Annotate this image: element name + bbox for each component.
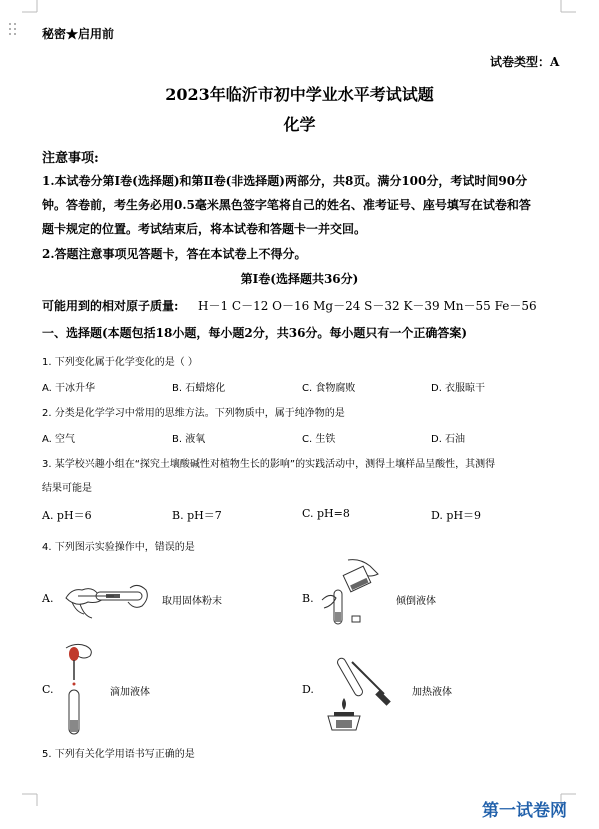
- question-4-stem: 4. 下列图示实验操作中，错误的是: [42, 542, 195, 553]
- choice-instructions: 一、选择题(本题包括18小题，每小题2分，共36分。每小题只有一个正确答案): [42, 326, 468, 340]
- powder-into-tube-figure: [58, 568, 154, 626]
- heating-liquid-figure: [312, 648, 402, 734]
- question-2-stem: 2. 分类是化学学习中常用的思维方法。下列物质中，属于纯净物的是: [42, 408, 345, 419]
- question-4-option-c-letter[interactable]: C.: [42, 683, 54, 696]
- question-1-option-d[interactable]: D. 衣服晾干: [431, 383, 486, 394]
- crop-mark-bottom-left: [22, 790, 38, 806]
- question-3-stem-line1: 3. 某学校兴趣小组在“探究土壤酸碱性对植物生长的影响”的实践活动中，测得土壤样品呈酸性，其测得: [42, 459, 496, 470]
- notice-item2: 2.答题注意事项见答题卡，答在本试卷上不得分。: [42, 247, 307, 261]
- atomic-mass-values: H－1 C－12 O－16 Mg－24 S－32 K－39 Mn－55 Fe－56: [198, 299, 537, 313]
- question-3-option-a[interactable]: A. pH＝6: [42, 509, 92, 522]
- question-4-option-b-letter[interactable]: B.: [302, 592, 314, 605]
- question-5-stem: 5. 下列有关化学用语书写正确的是: [42, 749, 195, 760]
- question-1-option-c[interactable]: C. 食物腐败: [302, 383, 356, 394]
- crop-mark-top-right: [560, 0, 576, 16]
- subject-title: 化学: [283, 115, 316, 134]
- exam-title: 2023年临沂市初中学业水平考试试题: [165, 85, 434, 104]
- paper-type: 试卷类型：A: [490, 55, 560, 69]
- question-3-stem-line2: 结果可能是: [42, 483, 92, 494]
- atomic-mass-label: 可能用到的相对原子质量:: [42, 299, 179, 313]
- question-4-option-a-letter[interactable]: A.: [42, 592, 54, 605]
- question-2-option-b[interactable]: B. 液氧: [172, 434, 206, 445]
- question-4-option-c-caption: 滴加液体: [110, 687, 150, 698]
- crop-mark-top-left: [22, 0, 38, 16]
- question-2-option-a[interactable]: A. 空气: [42, 434, 76, 445]
- notice-item1-line2: 钟。答卷前，考生务必用0.5毫米黑色签字笔将自己的姓名、准考证号、座号填写在试卷和答: [42, 198, 531, 212]
- notice-heading: 注意事项:: [42, 151, 99, 166]
- question-1-option-a[interactable]: A. 干冰升华: [42, 383, 96, 394]
- drag-handle-icon[interactable]: [9, 23, 19, 39]
- question-4-option-a-caption: 取用固体粉末: [162, 596, 222, 607]
- question-1-option-b[interactable]: B. 石蜡熔化: [172, 383, 226, 394]
- secret-label: 秘密★启用前: [42, 27, 115, 41]
- pouring-liquid-figure: [318, 556, 390, 632]
- site-watermark: 第一试卷网: [482, 801, 567, 821]
- question-4-option-b-caption: 倾倒液体: [396, 596, 436, 607]
- question-3-option-d[interactable]: D. pH＝9: [431, 509, 482, 522]
- notice-item1-line1: 1.本试卷分第Ⅰ卷(选择题)和第Ⅱ卷(非选择题)两部分，共8页。满分100分，考试时间90分: [42, 174, 528, 188]
- question-4-option-d-letter[interactable]: D.: [302, 683, 314, 696]
- question-2-option-c[interactable]: C. 生铁: [302, 434, 336, 445]
- question-2-option-d[interactable]: D. 石油: [431, 434, 466, 445]
- question-4-option-d-caption: 加热液体: [412, 687, 452, 698]
- question-1-stem: 1. 下列变化属于化学变化的是（ ）: [42, 357, 198, 368]
- question-3-option-b[interactable]: B. pH＝7: [172, 509, 222, 522]
- section-title: 第Ⅰ卷(选择题共36分): [240, 272, 359, 286]
- dropper-figure: [56, 640, 106, 740]
- question-3-option-c[interactable]: C. pH=8: [302, 507, 350, 520]
- notice-item1-line3: 题卡规定的位置。考试结束后，将本试卷和答题卡一并交回。: [42, 222, 367, 236]
